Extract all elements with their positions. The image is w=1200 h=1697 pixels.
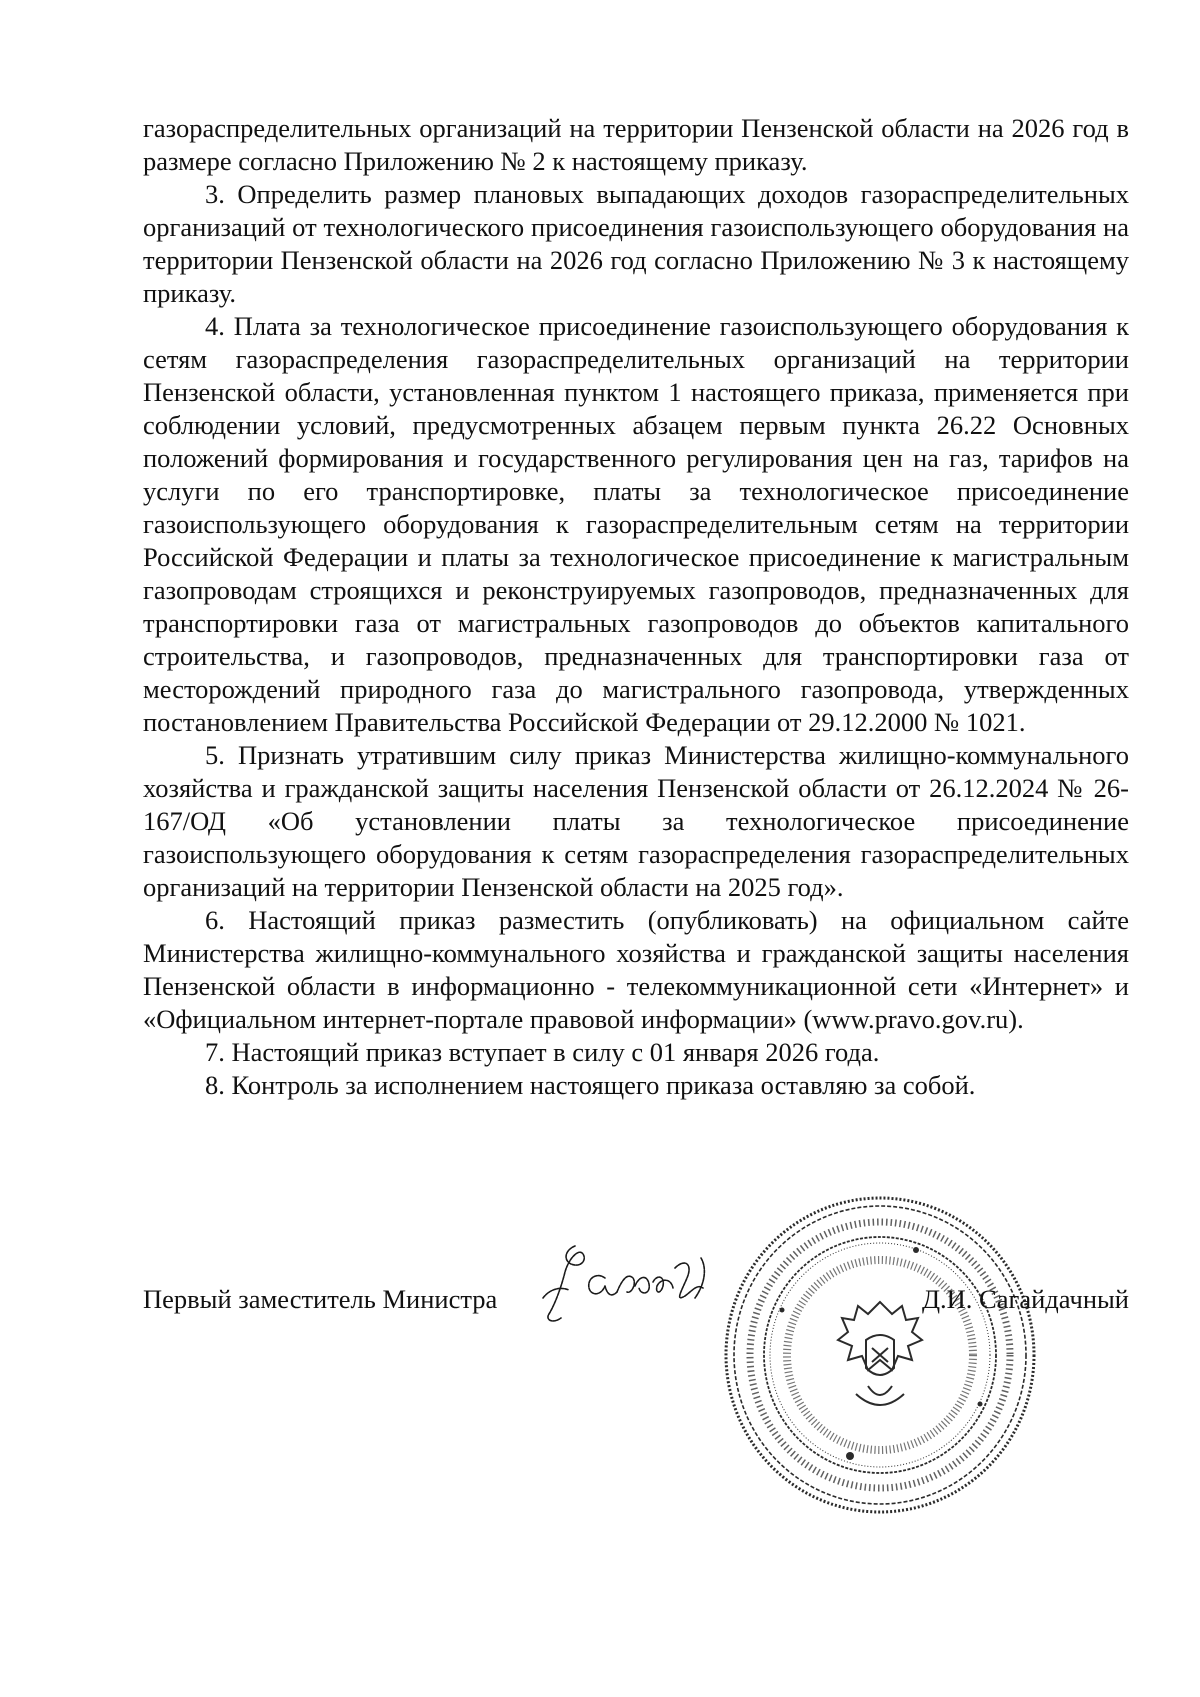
paragraph-7: 7. Настоящий приказ вступает в силу с 01 января 2026 года. xyxy=(205,1037,880,1067)
paragraph-2-continuation: газораспределительных организаций на территории Пензенской области на 2026 год в размере согласно Приложению № 2 к настоящему приказу. xyxy=(143,113,1129,176)
signatory-name: Д.И. Сагайдачный xyxy=(921,1284,1129,1314)
paragraph-3: 3. Определить размер плановых выпадающих доходов газораспределительных организаций от технологического присоединения газоиспользующего оборудования на территории Пензенской области на 2026 год согласно Приложению № 3 к настоящему приказу. xyxy=(143,179,1129,308)
official-round-seal-icon xyxy=(718,1190,1043,1520)
document-body xyxy=(143,112,1129,1102)
paragraph-4: 4. Плата за технологическое присоединение газоиспользующего оборудования к сетям газораспределения газораспределительных организаций на территории Пензенской области, установленная пунктом 1 настоящего приказа, применяется при соблюдении условий, предусмотренных абзацем первым пункта 26.22 Основных положений формирования и государственного регулирования цен на газ, тарифов на услуги по его транспортировке, платы за технологическое присоединение газоиспользующего оборудования к газораспределительным сетям на территории Российской Федерации и платы за технологическое присоединение к магистральным газопроводам строящихся и реконструируемых газопроводов, предназначенных для транспортировки газа от магистральных газопроводов до объектов капитального строительства, и газопроводов, предназначенных для транспортировки газа от месторождений природного газа до магистрального газопровода, утвержденных постановлением Правительства Российской Федерации от 29.12.2000 № 1021. xyxy=(143,311,1129,737)
paragraph-8: 8. Контроль за исполнением настоящего приказа оставляю за собой. xyxy=(205,1070,976,1100)
paragraph-6: 6. Настоящий приказ разместить (опубликовать) на официальном сайте Министерства жилищно-коммунального хозяйства и гражданской защиты населения Пензенской области в информационно - телекоммуникационной сети «Интернет» и «Официальном интернет-портале правовой информации» (www.pravo.gov.ru). xyxy=(143,905,1129,1034)
paragraph-5: 5. Признать утратившим силу приказ Министерства жилищно-коммунального хозяйства и гражданской защиты населения Пензенской области от 26.12.2024 № 26-167/ОД «Об установлении платы за технологическое присоединение газоиспользующего оборудования к сетям газораспределения газораспределительных организаций на территории Пензенской области на 2025 год». xyxy=(143,740,1129,902)
signatory-position: Первый заместитель Министра xyxy=(143,1284,498,1314)
signature-block xyxy=(143,1283,1129,1323)
